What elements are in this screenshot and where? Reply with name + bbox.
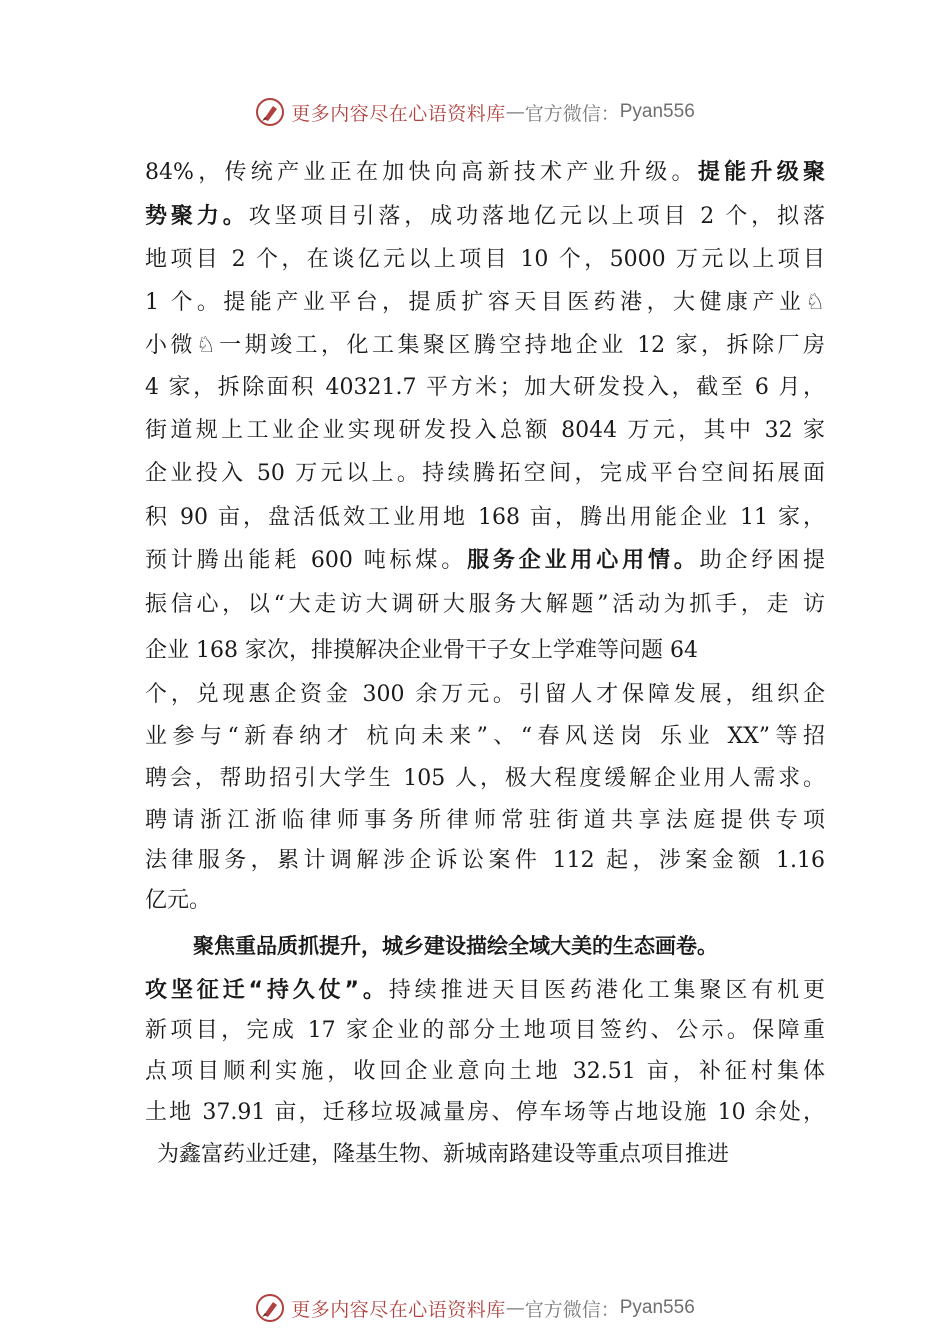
pen-nib-logo-icon — [255, 97, 285, 127]
section-heading: 聚焦重品质抓提升，城乡建设描绘全域大美的生态画卷。 — [193, 934, 718, 958]
text-line: 4 家，拆除面积 40321.7 平方米；加大研发投入，截至 6 月， — [145, 375, 825, 400]
pen-nib-logo-icon — [255, 1293, 285, 1323]
bold-heading: 势聚力。 — [145, 204, 249, 229]
text-line: 预计腾出能耗 600 吨标煤。服务企业用心用情。助企纾困提 — [145, 548, 825, 573]
text-line: 土地 37.91 亩，迁移垃圾减量房、停车场等占地设施 10 余处， — [145, 1100, 825, 1125]
text-line: 势聚力。攻坚项目引落，成功落地亿元以上项目 2 个，拟落 — [145, 204, 825, 229]
text-line: 聘会，帮助招引大学生 105 人，极大程度缓解企业用人需求。 — [145, 766, 825, 791]
bold-heading: 提能升级聚 — [697, 160, 825, 185]
text-line: 法律服务，累计调解涉企诉讼案件 112 起，涉案金额 1.16 — [145, 848, 825, 873]
banner-dash: — — [505, 1297, 525, 1319]
banner-wechat-label: 官方微信： — [524, 102, 620, 125]
text-line: 为鑫富药业迁建，隆基生物、新城南路建设等重点项目推进 — [157, 1142, 730, 1167]
text-line: 街道规上工业企业实现研发投入总额 8044 万元，其中 32 家 — [145, 418, 825, 443]
banner-text: 更多内容尽在心语资料库 — [291, 1298, 506, 1321]
banner-wechat-id: Pyan556 — [619, 1297, 695, 1318]
text-line: 点项目顺利实施，收回企业意向土地 32.51 亩，补征村集体 — [145, 1059, 825, 1084]
header-banner — [0, 92, 950, 132]
text-line: 业参与“新春纳才 杭向未来”、“春风送岗 乐业 XX”等招 — [145, 724, 825, 749]
footer-banner — [0, 1288, 950, 1328]
text-line: 84%，传统产业正在加快向高新技术产业升级。提能升级聚 — [145, 160, 825, 185]
bold-heading: 攻坚征迁“持久仗”。 — [145, 978, 389, 1003]
text-line: 积 90 亩，盘活低效工业用地 168 亩，腾出用能企业 11 家， — [145, 505, 825, 530]
text-line: 个，兑现惠企资金 300 余万元。引留人才保障发展，组织企 — [145, 682, 825, 707]
text-line: 1 个。提能产业平台，提质扩容天目医药港，大健康产业♘ — [145, 290, 825, 315]
text-line: 企业投入 50 万元以上。持续腾拓空间，完成平台空间拓展面 — [145, 461, 825, 486]
banner-dash: — — [505, 101, 525, 123]
banner-wechat-id: Pyan556 — [619, 101, 695, 122]
bold-heading: 服务企业用心用情。 — [467, 548, 700, 573]
text-line: 亿元。 — [145, 888, 212, 913]
text-line: 小微♘一期竣工，化工集聚区腾空持地企业 12 家，拆除厂房 — [145, 333, 825, 358]
text-line: 聘请浙江浙临律师事务所律师常驻街道共享法庭提供专项 — [145, 808, 825, 833]
banner-wechat-label: 官方微信： — [524, 1298, 620, 1321]
text-line: 企业 168 家次，排摸解决企业骨干子女上学难等问题 64 — [145, 638, 698, 663]
banner-text: 更多内容尽在心语资料库 — [291, 102, 506, 125]
text-line: 振信心，以“大走访大调研大服务大解题”活动为抓手，走 访 — [145, 592, 825, 617]
text-line: 地项目 2 个，在谈亿元以上项目 10 个，5000 万元以上项目 — [145, 247, 825, 272]
text-line: 新项目，完成 17 家企业的部分土地项目签约、公示。保障重 — [145, 1018, 825, 1043]
text-line: 攻坚征迁“持久仗”。持续推进天目医药港化工集聚区有机更 — [145, 978, 825, 1003]
